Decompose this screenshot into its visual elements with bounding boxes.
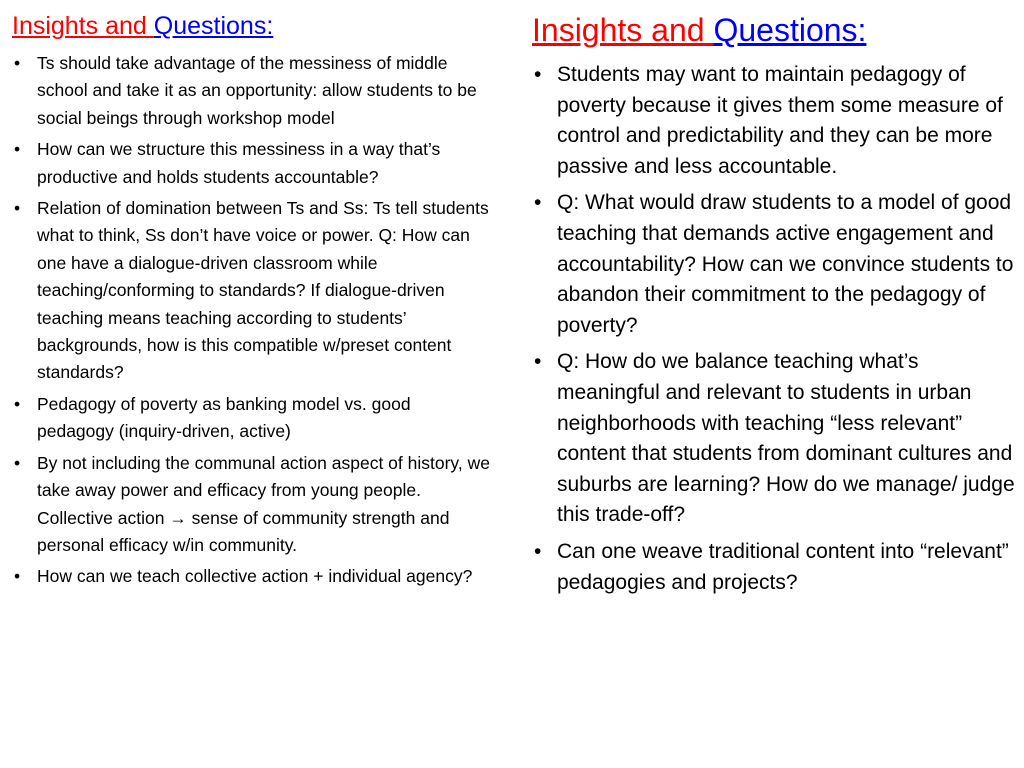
left-heading-insights: Insights and (12, 12, 154, 40)
bullet-text: How can we teach collective action + individual agency? (37, 566, 473, 587)
bullet-text: Pedagogy of poverty as banking model vs. good pedagogy (inquiry-driven, active) (37, 393, 411, 442)
bullet-icon: • (14, 198, 21, 219)
list-item (532, 347, 1020, 531)
bullet-icon: • (14, 393, 21, 414)
right-heading (532, 11, 1020, 49)
right-bullet-list (532, 60, 1020, 598)
left-heading (12, 11, 492, 41)
left-column (12, 0, 492, 595)
bullet-icon: • (534, 191, 542, 215)
list-item (532, 188, 1020, 341)
bullet-icon: • (534, 350, 542, 374)
bullet-text: Can one weave traditional content into “relevant” pedagogies and projects? (557, 539, 1009, 594)
bullet-icon: • (534, 539, 542, 563)
list-item (532, 537, 1020, 598)
bullet-text: Q: What would draw students to a model of good teaching that demands active engagement and accountability? How can we convince students to abandon their commitment to the pedagogy of poverty? (557, 191, 1014, 337)
bullet-icon: • (14, 566, 21, 587)
list-item (12, 391, 492, 446)
bullet-text: Q: How do we balance teaching what’s meaningful and relevant to students in urban neighborhoods with teaching “less relevant” content that students from dominant cultures and suburbs are learning? How do we manage/ judge this trade-off? (557, 350, 1015, 527)
bullet-text: Ts should take advantage of the messiness of middle school and take it as an opportunity: allow students to be social beings through workshop model (37, 53, 477, 128)
bullet-text: Relation of domination between Ts and Ss: Ts tell students what to think, Ss don’t have voice or power. Q: How can one have a dialogue-driven classroom while teaching/conforming to standards? If dialogue-driven teaching means teaching according to students’ backgrounds, how is this compatible w/preset content standards? (37, 198, 489, 383)
bullet-icon: • (14, 452, 21, 473)
list-item (12, 50, 492, 132)
list-item (12, 450, 492, 560)
list-item (12, 563, 492, 590)
right-heading-questions: Questions: (713, 12, 867, 48)
bullet-text: How can we structure this messiness in a way that’s productive and holds students accountable? (37, 139, 441, 187)
list-item (12, 136, 492, 191)
bullet-icon: • (14, 53, 21, 73)
left-heading-questions: Questions: (153, 12, 274, 40)
bullet-text: By not including the communal action aspect of history, we take away power and efficacy from young people. Collective action → sense of community strength and personal efficacy w/in community. (37, 452, 490, 555)
right-column (532, 0, 1020, 604)
bullet-icon: • (14, 139, 21, 160)
left-bullet-list (12, 50, 492, 591)
bullet-icon: • (534, 63, 542, 86)
list-item (532, 60, 1020, 182)
bullet-text: Students may want to maintain pedagogy of poverty because it gives them some measure of control and predictability and they can be more passive and less accountable. (557, 63, 1003, 178)
right-heading-insights: Insights and (532, 12, 714, 48)
list-item (12, 195, 492, 387)
